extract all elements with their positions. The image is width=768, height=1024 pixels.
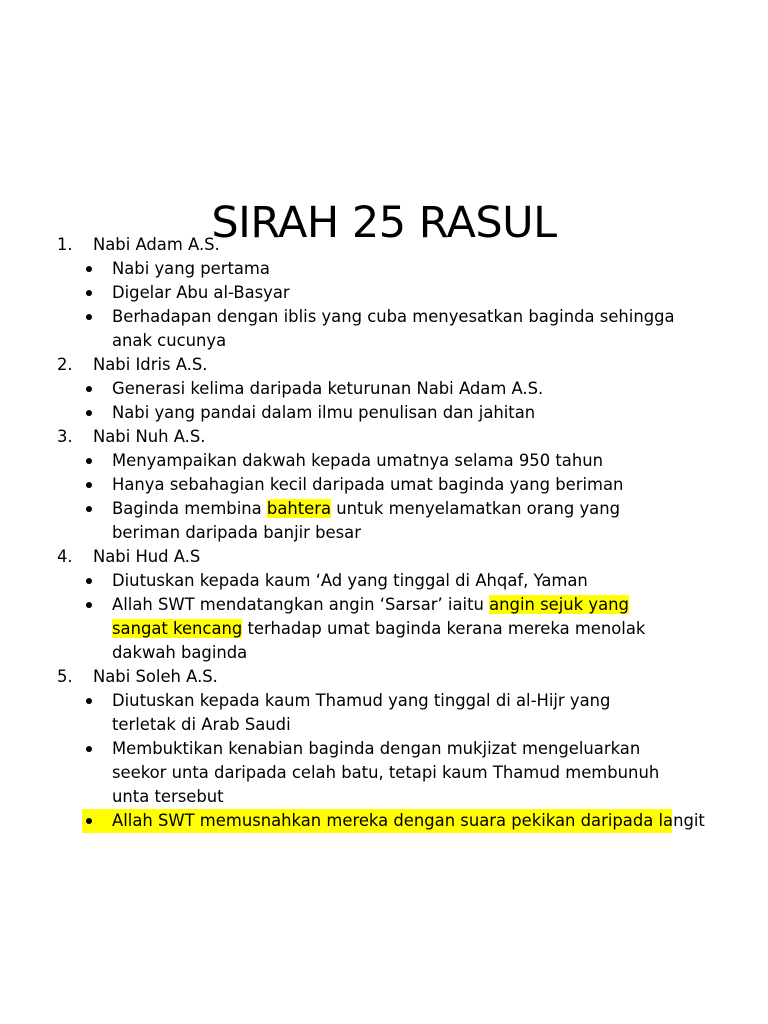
text-segment: Berhadapan dengan iblis yang cuba menyesatkan baginda sehingga anak cucunya	[112, 307, 675, 350]
bullet-text	[112, 449, 677, 473]
bullet-icon	[86, 602, 92, 608]
prophet-heading	[0, 233, 768, 257]
bullet-text	[112, 305, 677, 353]
bullet-item	[0, 449, 768, 473]
highlighted-text: bahtera	[266, 499, 332, 518]
bullet-item	[0, 737, 768, 809]
list-number: 1.	[57, 235, 73, 254]
bullet-text	[112, 257, 677, 281]
text-segment: Generasi kelima daripada keturunan Nabi Adam A.S.	[112, 379, 544, 398]
prophet-name: Nabi Hud A.S	[93, 547, 201, 566]
text-segment: Nabi yang pertama	[112, 259, 270, 278]
prophet-name: Nabi Idris A.S.	[93, 355, 208, 374]
bullet-item	[0, 377, 768, 401]
bullet-text	[112, 689, 677, 737]
prophet-heading	[0, 665, 768, 689]
bullet-text	[112, 377, 677, 401]
prophet-heading	[0, 545, 768, 569]
bullet-item	[0, 569, 768, 593]
prophet-heading	[0, 425, 768, 449]
prophet-name: Nabi Nuh A.S.	[93, 427, 206, 446]
prophet-heading	[0, 353, 768, 377]
text-segment: terhadap umat baginda kerana mereka menolak dakwah baginda	[112, 619, 646, 662]
text-segment: Nabi yang pandai dalam ilmu penulisan dan jahitan	[112, 403, 536, 422]
bullet-item	[0, 593, 768, 665]
bullet-icon	[86, 386, 92, 392]
bullet-item	[0, 305, 768, 353]
bullet-icon	[86, 698, 92, 704]
list-item	[0, 545, 768, 665]
text-segment: Digelar Abu al-Basyar	[112, 283, 290, 302]
bullet-text	[112, 497, 677, 545]
bullet-text	[112, 569, 677, 593]
bullet-text	[112, 737, 677, 809]
bullet-item	[0, 497, 768, 545]
text-segment: untuk menyelamatkan orang yang beriman daripada banjir besar	[112, 499, 621, 542]
text-segment: Hanya sebahagian kecil daripada umat baginda yang beriman	[112, 475, 624, 494]
list-number: 5.	[57, 667, 73, 686]
bullet-icon	[86, 818, 92, 824]
bullet-icon	[86, 578, 92, 584]
list-item	[0, 425, 768, 545]
highlighted-text: Allah SWT memusnahkan mereka dengan suara pekikan daripada langit	[112, 811, 705, 830]
text-segment: Allah SWT mendatangkan angin ‘Sarsar’ iaitu	[112, 595, 490, 614]
bullet-text	[112, 401, 677, 425]
text-segment: Baginda membina	[112, 499, 267, 518]
bullet-icon	[86, 746, 92, 752]
bullet-item	[0, 257, 768, 281]
bullet-item	[0, 473, 768, 497]
bullet-text	[112, 473, 677, 497]
bullet-icon	[86, 410, 92, 416]
list-item	[0, 353, 768, 425]
bullet-text	[112, 281, 677, 305]
bullet-item	[0, 281, 768, 305]
bullet-icon	[86, 290, 92, 296]
list-number: 4.	[57, 547, 73, 566]
prophet-name: Nabi Soleh A.S.	[93, 667, 218, 686]
bullet-icon	[86, 314, 92, 320]
list-item	[0, 665, 768, 833]
bullet-icon	[86, 266, 92, 272]
bullet-item	[0, 401, 768, 425]
bullet-text	[112, 593, 677, 665]
prophet-list	[0, 233, 768, 833]
bullet-text	[112, 809, 705, 833]
bullet-item	[0, 689, 768, 737]
list-item	[0, 233, 768, 353]
bullet-item	[0, 809, 768, 833]
text-segment: Diutuskan kepada kaum ‘Ad yang tinggal di Ahqaf, Yaman	[112, 571, 588, 590]
list-number: 3.	[57, 427, 73, 446]
highlighted-text: angin sejuk yang sangat kencang	[112, 595, 629, 638]
bullet-icon	[86, 506, 92, 512]
text-segment: Menyampaikan dakwah kepada umatnya selama 950 tahun	[112, 451, 603, 470]
text-segment: Membuktikan kenabian baginda dengan mukjizat mengeluarkan seekor unta daripada celah batu, tetapi kaum Thamud membunuh unta tersebut	[112, 739, 660, 806]
bullet-icon	[86, 458, 92, 464]
prophet-name: Nabi Adam A.S.	[93, 235, 220, 254]
text-segment: Diutuskan kepada kaum Thamud yang tinggal di al-Hijr yang terletak di Arab Saudi	[112, 691, 611, 734]
page-title: SIRAH 25 RASUL	[211, 197, 557, 248]
bullet-icon	[86, 482, 92, 488]
list-number: 2.	[57, 355, 73, 374]
